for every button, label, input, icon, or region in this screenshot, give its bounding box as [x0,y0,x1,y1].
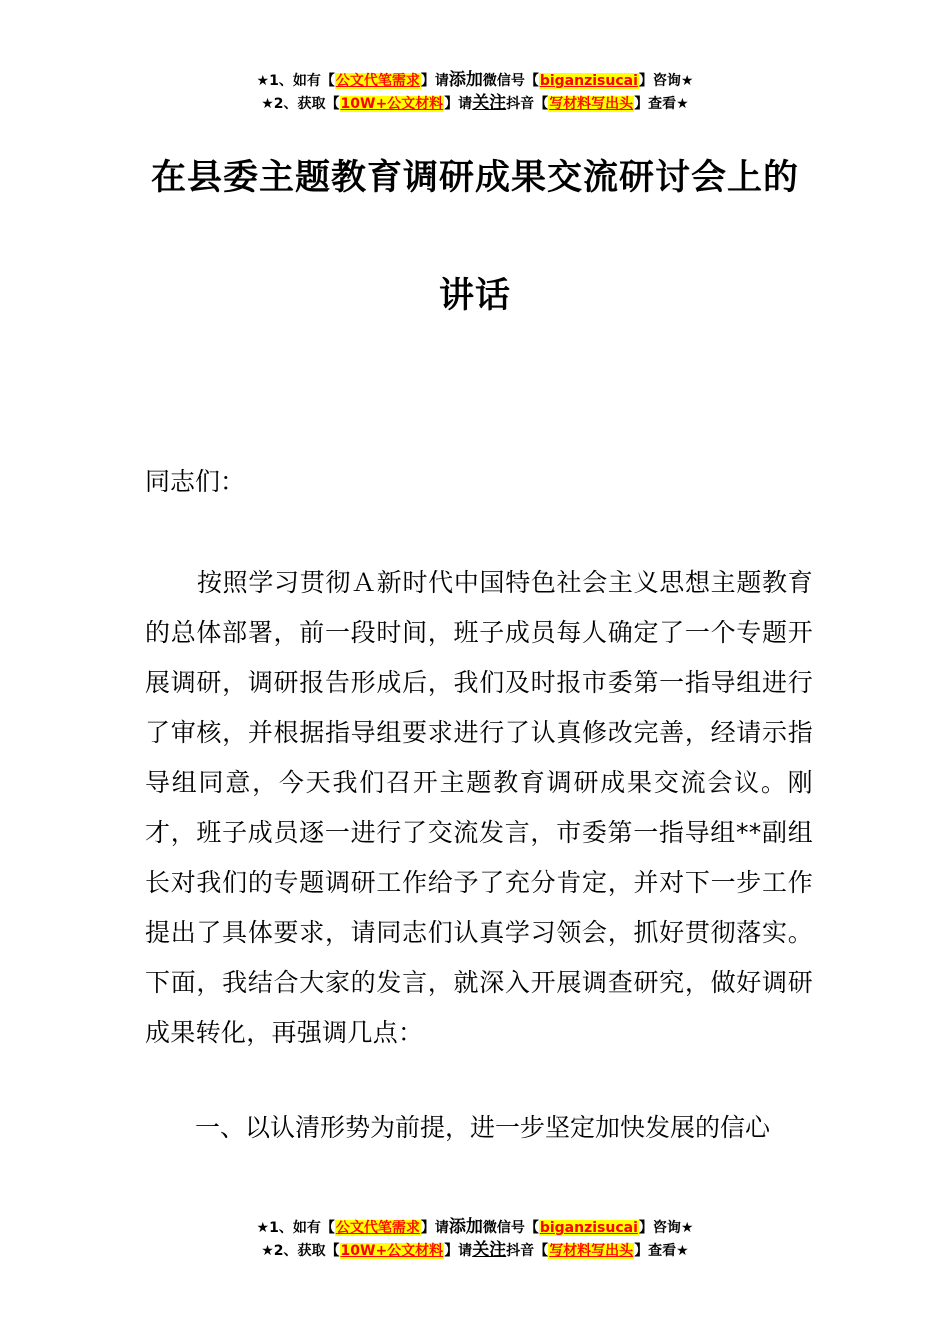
promo-text: 】查看★ [634,1243,689,1259]
promo-highlight: 写材料写出头 [549,96,634,112]
promo-line-1 [0,1216,950,1239]
promo-text: 】请 [444,1243,473,1259]
promo-highlight: 公文代笔需求 [335,73,420,89]
promo-text: 】咨询★ [638,1220,694,1236]
salutation: 同志们： [145,467,246,496]
body-paragraph: 按照学习贯彻Ａ新时代中国特色社会主义思想主题教育的总体部署，前一段时间，班子成员每人确定了一个专题开展调研，调研报告形成后，我们及时报市委第一指导组进行了审核，并根据指导组要求进行了认真修改完善，经请示指导组同意，今天我们召开主题教育调研成果交流会议。刚才，班子成员逐一进行了交流发言，市委第一指导组**副组长对我们的专题调研工作给予了充分肯定，并对下一步工作提出了具体要求，请同志们认真学习领会，抓好贯彻落实。下面，我结合大家的发言，就深入开展调查研究，做好调研成果转化，再强调几点： [145,568,813,1047]
promo-text: 抖音【 [506,96,549,112]
promo-text: ★2、获取【 [261,96,340,112]
section-heading: 一、以认清形势为前提，进一步坚定加快发展的信心 [195,1113,771,1142]
promo-text: 抖音【 [506,1243,549,1259]
promo-text: 】请 [420,1220,449,1236]
promo-text: 】请 [420,73,449,89]
promo-highlight: 10W+公文材料 [340,1243,444,1259]
promo-text: ★1、如有【 [256,1220,335,1236]
promo-emphasis: 添加 [448,70,483,90]
document-title-line-2: 讲话 [438,276,511,316]
promo-emphasis: 关注 [472,93,507,113]
promo-text: 微信号【 [482,1220,539,1236]
promo-highlight: 写材料写出头 [549,1243,634,1259]
promo-text: 】查看★ [634,96,689,112]
promo-text: ★2、获取【 [261,1243,340,1259]
promo-text: 微信号【 [482,73,539,89]
promo-emphasis: 添加 [448,1217,483,1237]
promo-line-2 [0,92,950,115]
promo-line-2 [0,1239,950,1262]
promo-highlight: 10W+公文材料 [340,96,444,112]
promo-line-1 [0,69,950,92]
promo-text: 】请 [444,96,473,112]
promo-highlight: biganzisucai [539,73,638,89]
promo-highlight: biganzisucai [539,1220,638,1236]
promo-text: 】咨询★ [638,73,694,89]
promo-banner-bottom [0,1216,950,1262]
promo-text: ★1、如有【 [256,73,335,89]
promo-banner-top [0,69,950,115]
promo-highlight: 公文代笔需求 [335,1220,420,1236]
document-title-line-1: 在县委主题教育调研成果交流研讨会上的 [150,158,799,198]
promo-emphasis: 关注 [472,1240,507,1260]
